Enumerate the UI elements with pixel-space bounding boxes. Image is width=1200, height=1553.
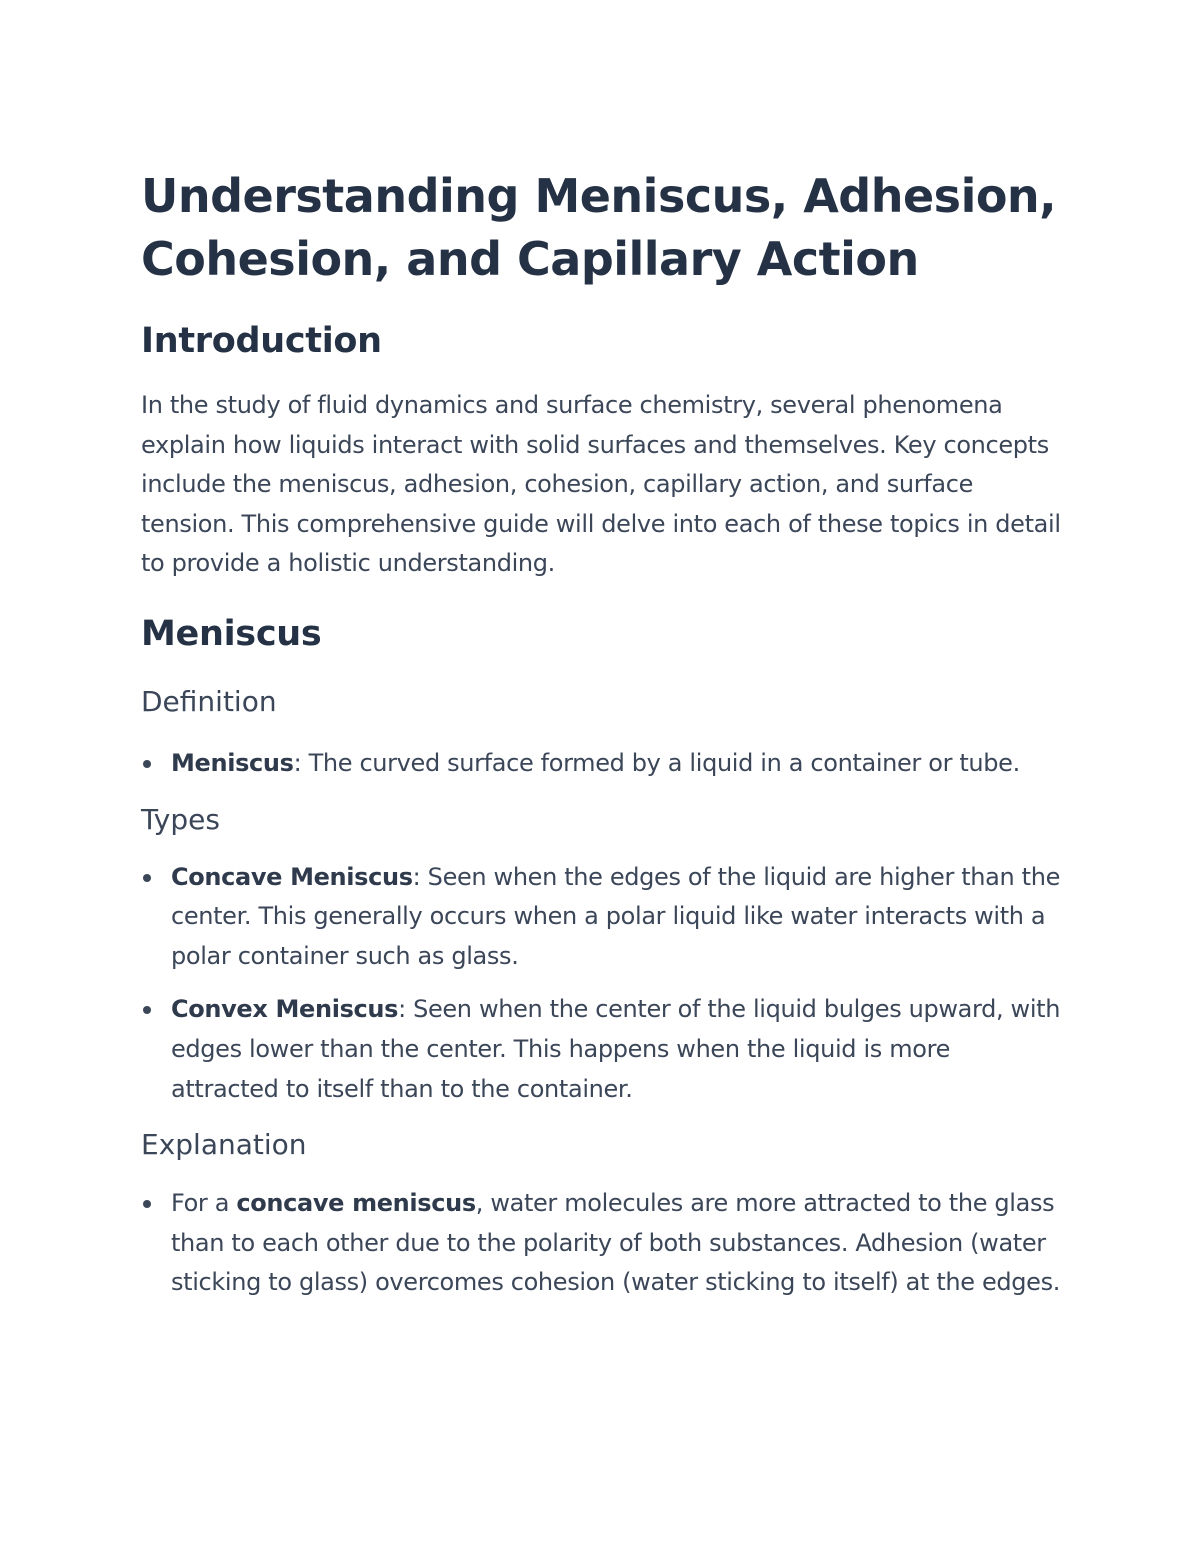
list-item-text: Seen when the edges of the liquid are higher than the center. This generally occurs when a polar liquid like water interacts with a polar container such as glass.	[171, 862, 1061, 970]
list-item	[141, 1184, 1061, 1303]
list-item-text: , water molecules are more attracted to the glass than to each other due to the polarity of both substances. Adhesion (water sticking to glass) overcomes cohesion (water sticking to itself) at the edges.	[171, 1189, 1061, 1297]
types-heading: Types	[141, 802, 220, 836]
list-item	[141, 744, 1061, 784]
list-item-text: Seen when the center of the liquid bulges upward, with edges lower than the center. This happens when the liquid is more attracted to itself than to the container.	[171, 995, 1061, 1103]
definition-list	[141, 744, 1061, 784]
list-item-term: Concave Meniscus	[171, 862, 413, 891]
list-item-prefix: For a	[171, 1189, 237, 1218]
list-item-separator: :	[398, 995, 406, 1024]
definition-heading: Definition	[141, 684, 277, 718]
list-item-term: Convex Meniscus	[171, 995, 399, 1024]
introduction-paragraph: In the study of fluid dynamics and surface chemistry, several phenomena explain how liquids interact with solid surfaces and themselves. Key concepts include the meniscus, adhesion, cohesion, capillary action, and surface tension. This comprehensive guide will delve into each of these topics in detail to provide a holistic understanding.	[141, 391, 1061, 578]
bullet-icon	[143, 1200, 151, 1208]
list-item	[141, 990, 1061, 1109]
document-title: Understanding Meniscus, Adhesion, Cohesion, and Capillary Action	[141, 169, 1057, 286]
list-item-separator: :	[412, 862, 421, 891]
list-item	[141, 858, 1061, 977]
list-item-separator: :	[293, 748, 302, 777]
list-item-text: The curved surface formed by a liquid in a container or tube.	[301, 748, 1020, 777]
list-item-term: Meniscus	[171, 748, 294, 777]
bullet-icon	[143, 760, 151, 768]
bullet-icon	[143, 1006, 151, 1014]
meniscus-heading: Meniscus	[141, 613, 322, 654]
types-list	[141, 858, 1061, 1110]
bullet-icon	[143, 874, 151, 882]
document-page	[141, 160, 1061, 1303]
explanation-heading: Explanation	[141, 1128, 307, 1162]
explanation-list	[141, 1184, 1061, 1303]
introduction-heading: Introduction	[141, 321, 382, 361]
list-item-term: concave meniscus	[236, 1189, 476, 1218]
